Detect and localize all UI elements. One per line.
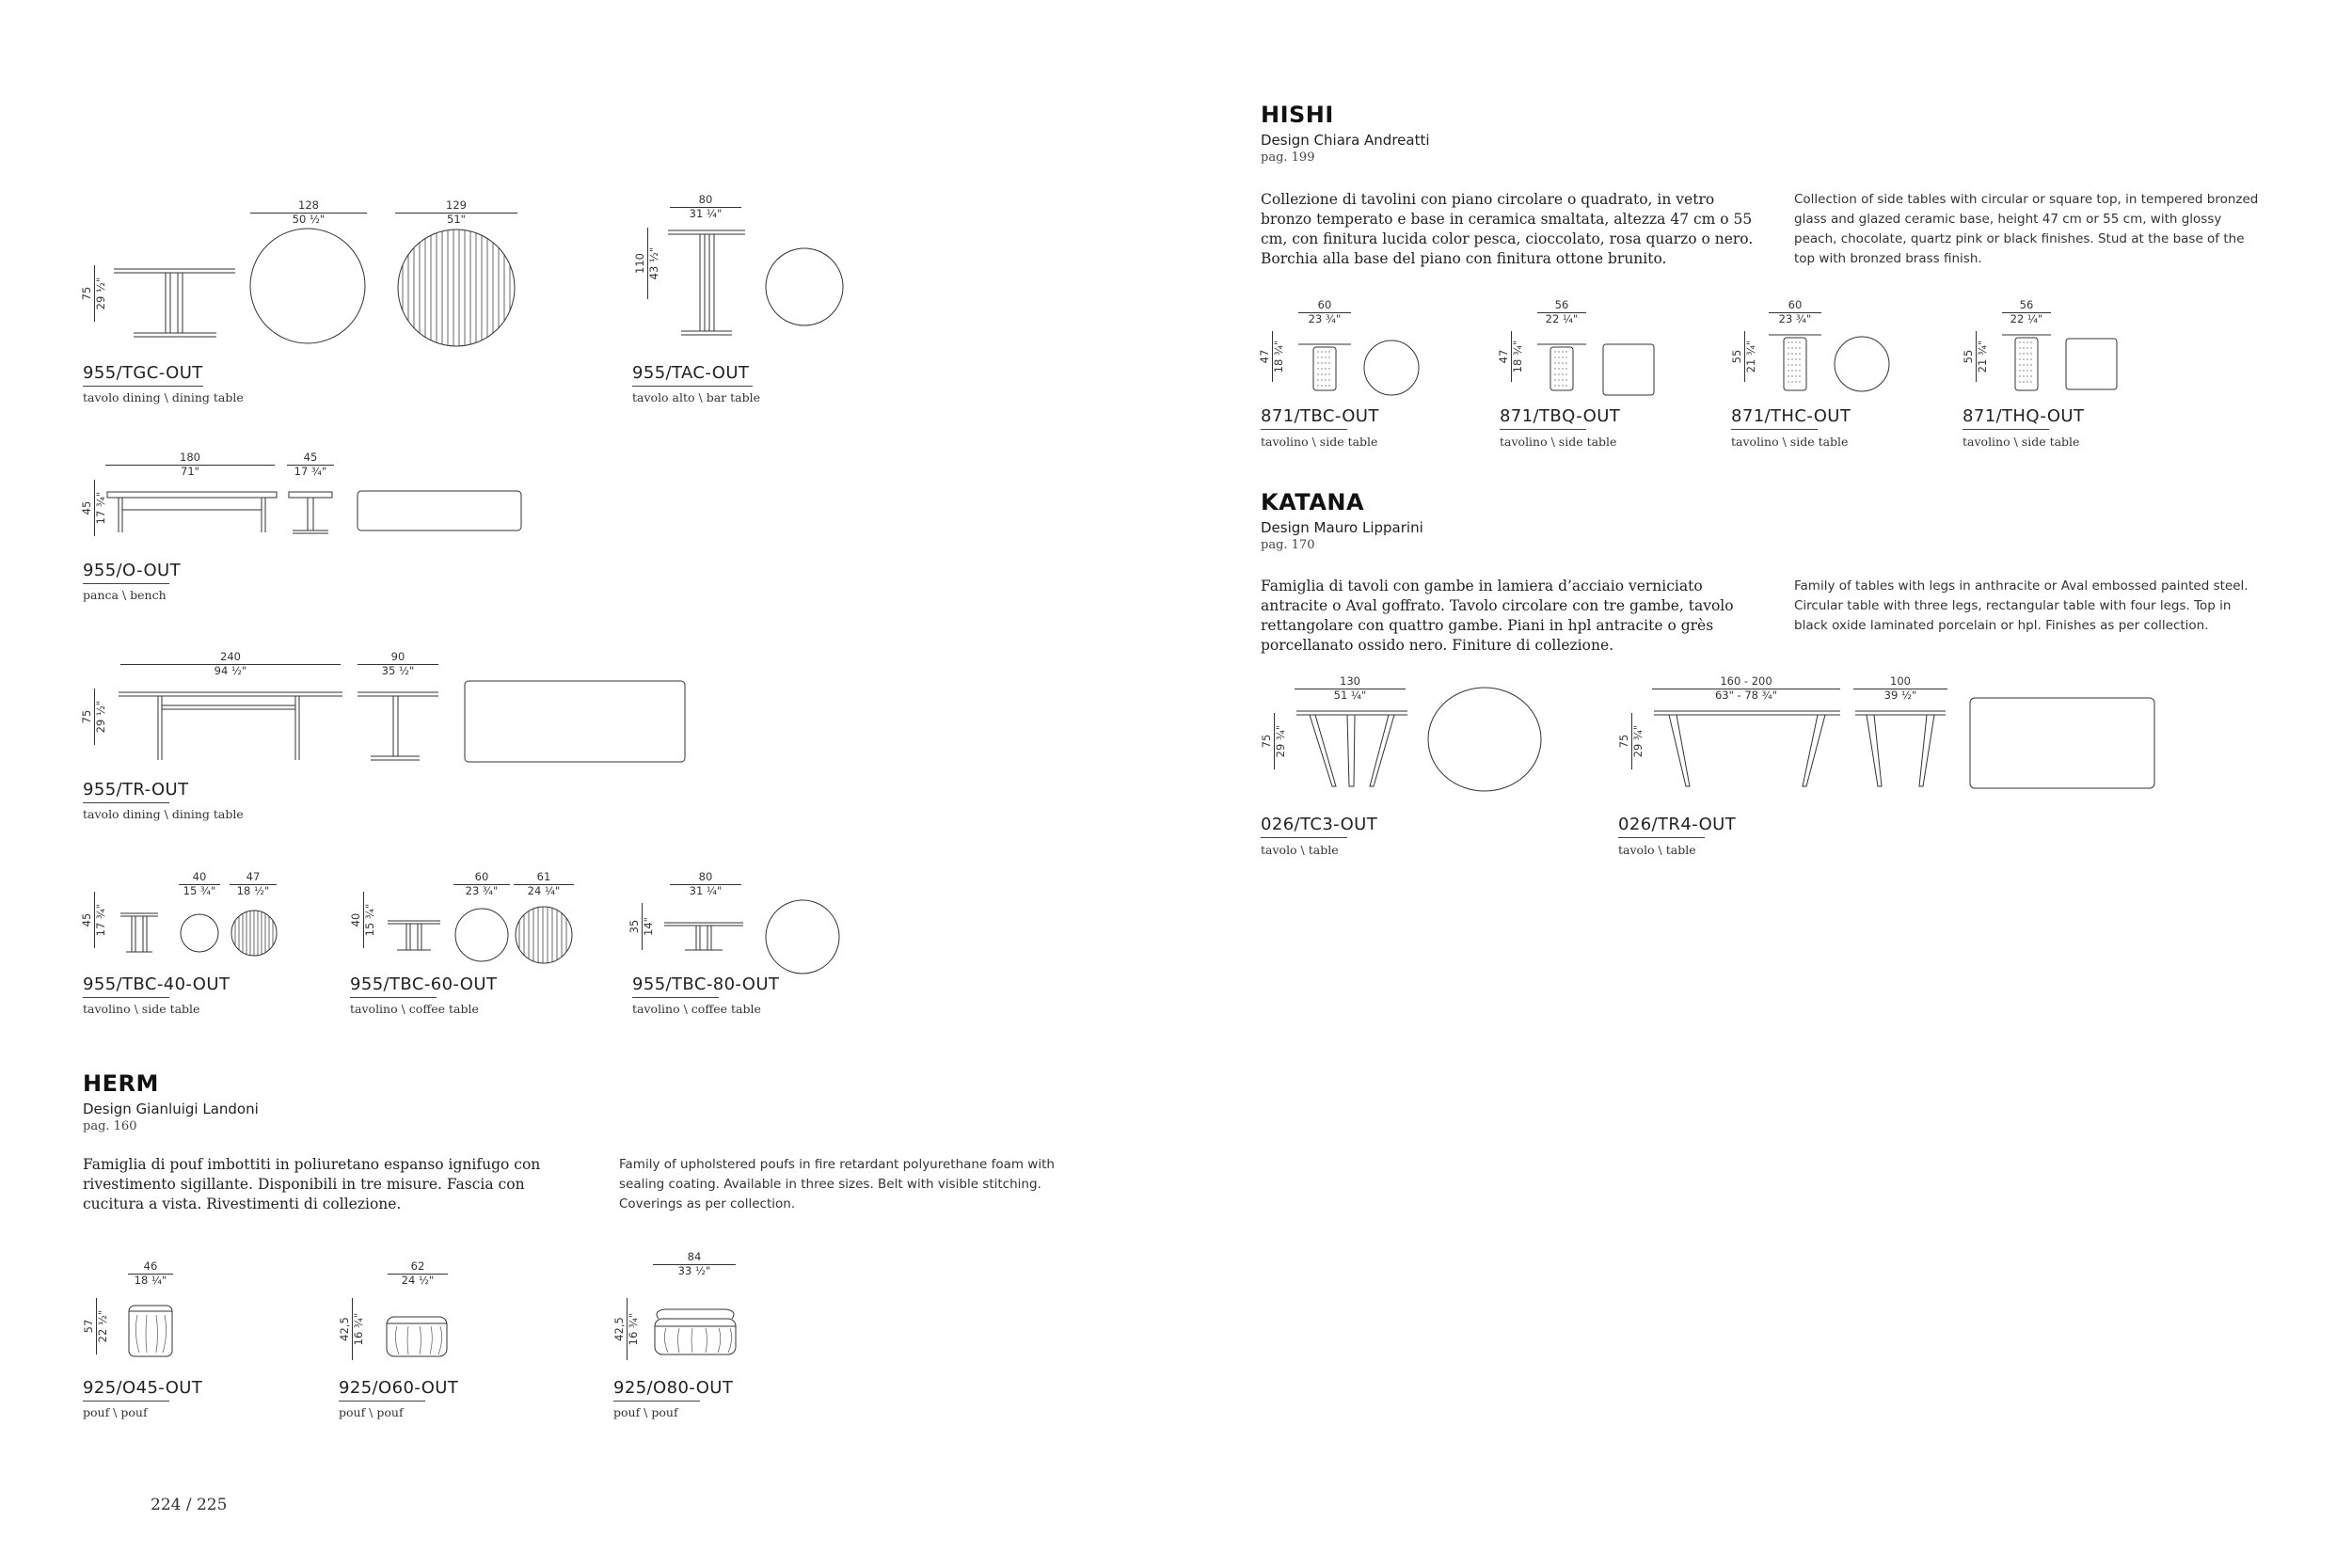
pouf-drawing (651, 1306, 739, 1358)
divider (1618, 837, 1705, 838)
page-reference: pag. 160 (83, 1119, 137, 1133)
page-reference: pag. 170 (1261, 538, 1315, 552)
product-caption: tavolino \ coffee table (350, 1002, 479, 1016)
dimension-label: 160 - 200 63" - 78 ¾" (1652, 675, 1840, 702)
product-caption: pouf \ pouf (613, 1405, 678, 1419)
round-table-side-drawing (1295, 707, 1409, 788)
round-top-drawing (764, 246, 845, 327)
side-table-side-drawing (119, 911, 160, 958)
height-label: 75 29 ¾" (1618, 713, 1645, 769)
product-code: 871/TBC-OUT (1261, 406, 1379, 426)
dimension-label: 240 94 ½" (120, 651, 341, 677)
product-caption: tavolo dining \ dining table (83, 807, 244, 821)
divider (1261, 429, 1347, 430)
product-caption: tavolino \ side table (1500, 435, 1617, 449)
dimension-label: 45 17 ¾" (287, 451, 334, 478)
dimension-label: 180 71" (105, 451, 275, 478)
collection-title: HERM (83, 1070, 159, 1097)
height-label: 110 43 ½" (634, 228, 660, 299)
height-label: 45 17 ¾" (81, 480, 107, 536)
pouf-drawing (384, 1313, 450, 1360)
height-label: 75 29 ½" (81, 689, 107, 745)
description-italian: Famiglia di pouf imbottiti in poliuretano espanso ignifugo con rivestimento sigillante. Disponibili in tre misure. Fascia con cucitura a vista. Rivestimenti di collezione. (83, 1156, 541, 1212)
height-label: 55 21 ¾" (1731, 331, 1757, 382)
height-label: 42,5 16 ¾" (339, 1298, 365, 1360)
round-top-drawing (179, 912, 220, 954)
dimension-label: 60 23 ¾" (1769, 299, 1821, 325)
product-caption: tavolo dining \ dining table (83, 390, 244, 404)
collection-title: HISHI (1261, 102, 1334, 128)
divider (83, 1401, 169, 1402)
dimension-label: 80 31 ¼" (670, 194, 741, 220)
slatted-round-top-drawing (514, 905, 574, 965)
designer-name: Design Chiara Andreatti (1261, 132, 1430, 149)
dining-table-side-drawing (117, 689, 344, 764)
slatted-round-top-drawing (230, 909, 278, 958)
height-label: 75 29 ¾" (1261, 713, 1287, 769)
product-caption: tavolo \ table (1261, 843, 1339, 857)
divider (339, 1401, 425, 1402)
dimension-label: 47 18 ½" (230, 871, 277, 897)
product-code: 871/THQ-OUT (1963, 406, 2085, 426)
product-caption: tavolo alto \ bar table (632, 390, 760, 404)
height-label: 47 18 ¾" (1498, 331, 1524, 382)
collection-title: KATANA (1261, 489, 1365, 515)
page-reference: pag. 199 (1261, 150, 1315, 165)
divider (1500, 429, 1586, 430)
description-english: Collection of side tables with circular or square top, in tempered bronzed glass and glazed ceramic base, height 47 cm or 55 cm, with glossy peach, chocolate, quartz pink or black finishes. Stud at the base of the top with bronzed brass finish. (1794, 192, 2259, 266)
product-code: 925/O60-OUT (339, 1378, 459, 1398)
dining-table-front-drawing (356, 689, 440, 764)
description-english: Family of tables with legs in anthracite or Aval embossed painted steel. Circular table with three legs, rectangular table with four legs. Top in black oxide laminated porcelain or hpl. Finishes as per collection. (1794, 578, 2249, 633)
product-code: 955/TBC-40-OUT (83, 974, 230, 994)
bench-top-drawing (356, 489, 525, 534)
dimension-label: 60 23 ¾" (453, 871, 510, 897)
divider (1963, 429, 2049, 430)
dimension-label: 129 51" (395, 199, 517, 226)
dimension-label: 46 18 ¼" (128, 1260, 173, 1287)
table-top-drawing (1968, 696, 2158, 792)
description-english: Family of upholstered poufs in fire retardant polyurethane foam with sealing coating. Available in three sizes. Belt with visible stitching. Coverings as per collection. (619, 1157, 1055, 1212)
height-label: 45 17 ¾" (81, 892, 107, 948)
product-code: 925/O45-OUT (83, 1378, 203, 1398)
height-label: 35 14" (628, 903, 655, 950)
square-top-drawing (1601, 342, 1656, 397)
product-code: 871/TBQ-OUT (1500, 406, 1621, 426)
dimension-label: 90 35 ½" (358, 651, 438, 677)
product-caption: pouf \ pouf (83, 1405, 148, 1419)
product-code: 955/TAC-OUT (632, 363, 750, 383)
dimension-label: 60 23 ¾" (1298, 299, 1351, 325)
side-table-side-drawing (1998, 331, 2055, 393)
product-caption: pouf \ pouf (339, 1405, 404, 1419)
table-top-drawing (463, 679, 689, 766)
height-label: 47 18 ¾" (1259, 331, 1285, 382)
dimension-label: 100 39 ½" (1853, 675, 1947, 702)
dimension-label: 84 33 ½" (653, 1251, 736, 1277)
product-code: 026/TR4-OUT (1618, 815, 1737, 834)
divider (83, 583, 169, 584)
slatted-round-top-drawing (395, 227, 517, 349)
dimension-label: 130 51 ¼" (1295, 675, 1406, 702)
product-caption: tavolino \ side table (1261, 435, 1378, 449)
divider (1731, 429, 1818, 430)
square-top-drawing (2064, 337, 2119, 391)
product-caption: tavolino \ side table (83, 1002, 200, 1016)
dimension-label: 61 24 ¼" (514, 871, 574, 897)
product-caption: tavolino \ side table (1963, 435, 2080, 449)
height-label: 40 15 ¾" (350, 892, 376, 948)
divider (83, 997, 169, 998)
divider (350, 997, 437, 998)
height-label: 42,5 16 ¾" (613, 1298, 640, 1360)
description-italian: Famiglia di tavoli con gambe in lamiera d’acciaio verniciato antracite o Aval goffrato. Tavolo circolare con tre gambe, tavolo rettangolare con quattro gambe. Piani in hpl antracite o grès porcellanato ossido nero. Finiture di collezione. (1261, 578, 1734, 654)
product-code: 871/THC-OUT (1731, 406, 1851, 426)
rect-table-front-drawing (1853, 707, 1947, 788)
round-top-drawing (1362, 339, 1421, 397)
bar-table-side-drawing (664, 226, 749, 339)
product-code: 026/TC3-OUT (1261, 815, 1378, 834)
divider (632, 997, 719, 998)
product-caption: panca \ bench (83, 588, 167, 602)
height-label: 75 29 ½" (81, 265, 107, 322)
dimension-label: 62 24 ½" (388, 1260, 448, 1287)
product-code: 955/TBC-60-OUT (350, 974, 498, 994)
product-caption: tavolino \ side table (1731, 435, 1849, 449)
side-table-side-drawing (1296, 341, 1353, 393)
coffee-table-side-drawing (662, 920, 745, 958)
dimension-label: 40 15 ¾" (179, 871, 220, 897)
product-code: 955/TR-OUT (83, 780, 189, 800)
round-top-drawing (1833, 335, 1891, 393)
dimension-label: 56 22 ¼" (2002, 299, 2051, 325)
description-italian: Collezione di tavolini con piano circolare o quadrato, in vetro bronzo temperato e base in ceramica smaltata, altezza 47 cm o 55 cm, con finitura lucida color pesca, cioccolato, rosa quarzo o nero. Borchia alla base del piano con finitura ottone brunito. (1261, 191, 1754, 267)
product-code: 955/TGC-OUT (83, 363, 203, 383)
bench-front-drawing (287, 489, 334, 536)
height-label: 55 21 ¾" (1963, 331, 1989, 382)
divider (1261, 837, 1347, 838)
round-top-drawing (248, 227, 367, 345)
divider (83, 386, 203, 387)
divider (83, 802, 169, 803)
product-code: 955/TBC-80-OUT (632, 974, 780, 994)
dimension-label: 80 31 ¼" (670, 871, 741, 897)
designer-name: Design Gianluigi Landoni (83, 1101, 259, 1117)
round-top-drawing (764, 898, 841, 975)
product-caption: tavolino \ coffee table (632, 1002, 761, 1016)
divider (632, 386, 753, 387)
page-numbers: 224 / 225 (151, 1496, 228, 1514)
round-top-drawing (453, 907, 510, 963)
pouf-drawing (126, 1302, 175, 1360)
product-caption: tavolo \ table (1618, 843, 1696, 857)
product-code: 955/O-OUT (83, 561, 182, 580)
height-label: 57 22 ½" (83, 1298, 109, 1354)
dining-table-side-drawing (111, 263, 238, 343)
rect-table-side-drawing (1652, 707, 1842, 788)
dimension-label: 56 22 ¼" (1537, 299, 1586, 325)
bench-side-drawing (105, 489, 279, 536)
coffee-table-side-drawing (386, 918, 442, 956)
dimension-label: 128 50 ½" (250, 199, 367, 226)
round-top-drawing (1426, 685, 1543, 794)
side-table-side-drawing (1767, 331, 1823, 393)
divider (613, 1401, 700, 1402)
side-table-side-drawing (1534, 341, 1590, 393)
product-code: 925/O80-OUT (613, 1378, 734, 1398)
designer-name: Design Mauro Lipparini (1261, 519, 1423, 536)
